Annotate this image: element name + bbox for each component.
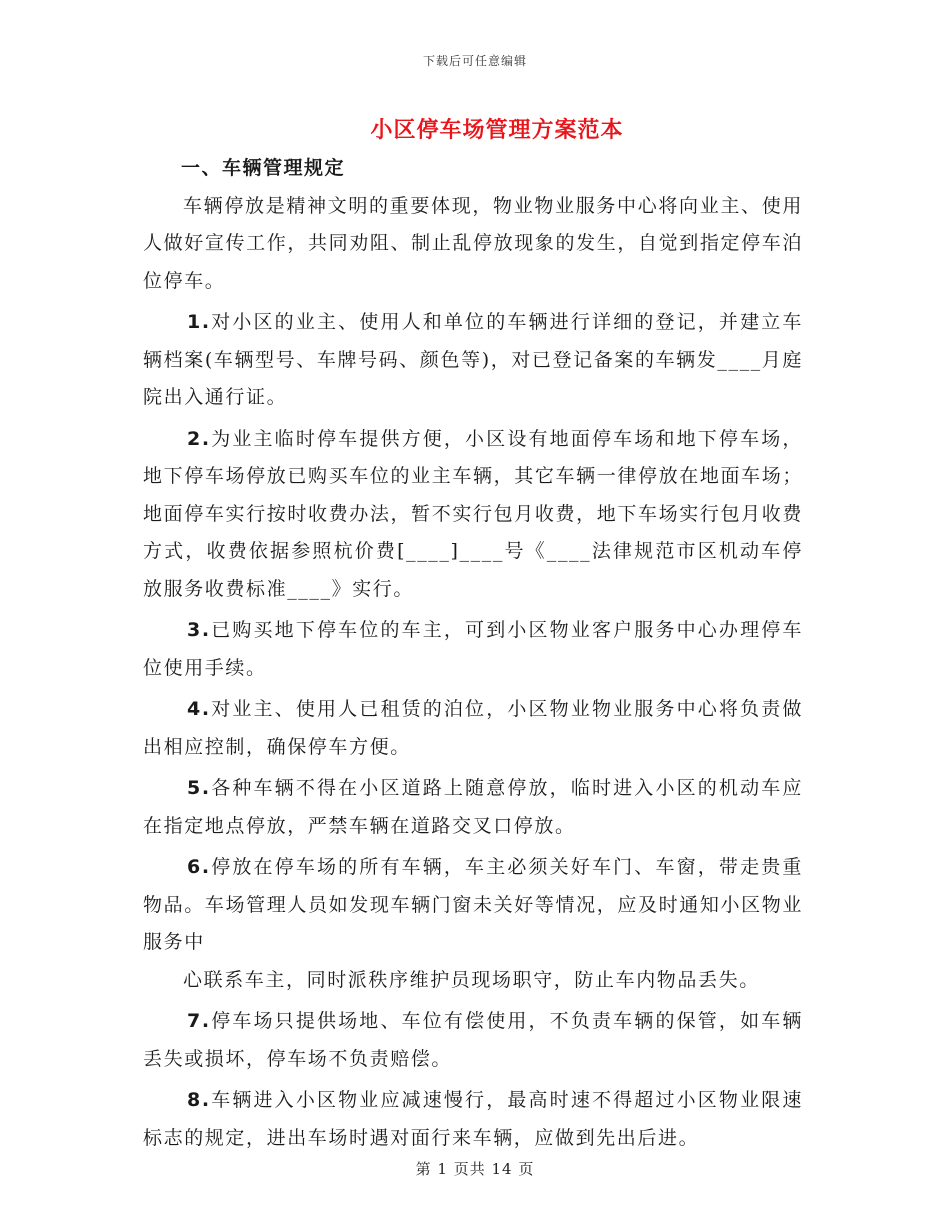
item-text: 已购买地下停车位的车主，可到小区物业客户服务中心办理停车位使用手续。	[143, 619, 803, 679]
list-item	[143, 1003, 803, 1078]
item-number: 6.	[187, 856, 211, 878]
item-number: 7.	[187, 1010, 211, 1032]
item-number: 5.	[187, 777, 211, 799]
intro-paragraph: 车辆停放是精神文明的重要体现，物业物业服务中心将向业主、使用人做好宣传工作，共同劝阻、制止乱停放现象的发生，自觉到指定停车泊位停车。	[143, 194, 803, 292]
item-text: 为业主临时停车提供方便，小区设有地面停车场和地下停车场，地下停车场停放已购买车位的业主车辆，其它车辆一律停放在地面车场；地面停车实行按时收费办法，暂不实行包月收费，地下车场实行包月收费方式，收费依据参照杭价费[____]____号《____法律规范市区机动车停放服务收费标准____》实行。	[143, 427, 803, 600]
page-number: 第 1 页共 14 页	[415, 1160, 535, 1178]
continuation-paragraph: 心联系车主，同时派秩序维护员现场职守，防止车内物品丢失。	[183, 968, 760, 991]
header-note: 下载后可任意编辑	[422, 54, 527, 68]
item-number: 1.	[187, 311, 211, 333]
document-body	[143, 150, 803, 1157]
item-text: 停放在停车场的所有车辆，车主必须关好车门、车窗，带走贵重物品。车场管理人员如发现车辆门窗未关好等情况，应及时通知小区物业服务中	[143, 856, 803, 953]
item-number: 4.	[187, 698, 211, 720]
list-item	[143, 849, 803, 962]
list-item	[143, 1082, 803, 1157]
item-text: 各种车辆不得在小区道路上随意停放，临时进入小区的机动车应在指定地点停放，严禁车辆在道路交叉口停放。	[143, 777, 803, 837]
list-item	[143, 612, 803, 687]
document-title: 小区停车场管理方案范本	[370, 117, 624, 143]
item-number: 2.	[187, 427, 211, 450]
item-text: 停车场只提供场地、车位有偿使用，不负责车辆的保管，如车辆丢失或损坏，停车场不负责赔偿。	[143, 1010, 803, 1070]
item-text: 车辆进入小区物业应减速慢行，最高时速不得超过小区物业限速标志的规定，进出车场时遇对面行来车辆，应做到先出后进。	[143, 1089, 803, 1149]
list-item	[143, 691, 803, 766]
list-item	[143, 770, 803, 845]
item-text: 对业主、使用人已租赁的泊位，小区物业物业服务中心将负责做出相应控制，确保停车方便。	[143, 698, 803, 758]
list-item	[143, 421, 803, 609]
section-heading: 一、车辆管理规定	[181, 157, 346, 179]
item-text: 对小区的业主、使用人和单位的车辆进行详细的登记，并建立车辆档案(车辆型号、车牌号码、颜色等)，对已登记备案的车辆发____月庭院出入通行证。	[143, 311, 803, 408]
item-number: 3.	[187, 619, 211, 641]
item-number: 8.	[187, 1089, 211, 1111]
list-item	[143, 304, 803, 417]
